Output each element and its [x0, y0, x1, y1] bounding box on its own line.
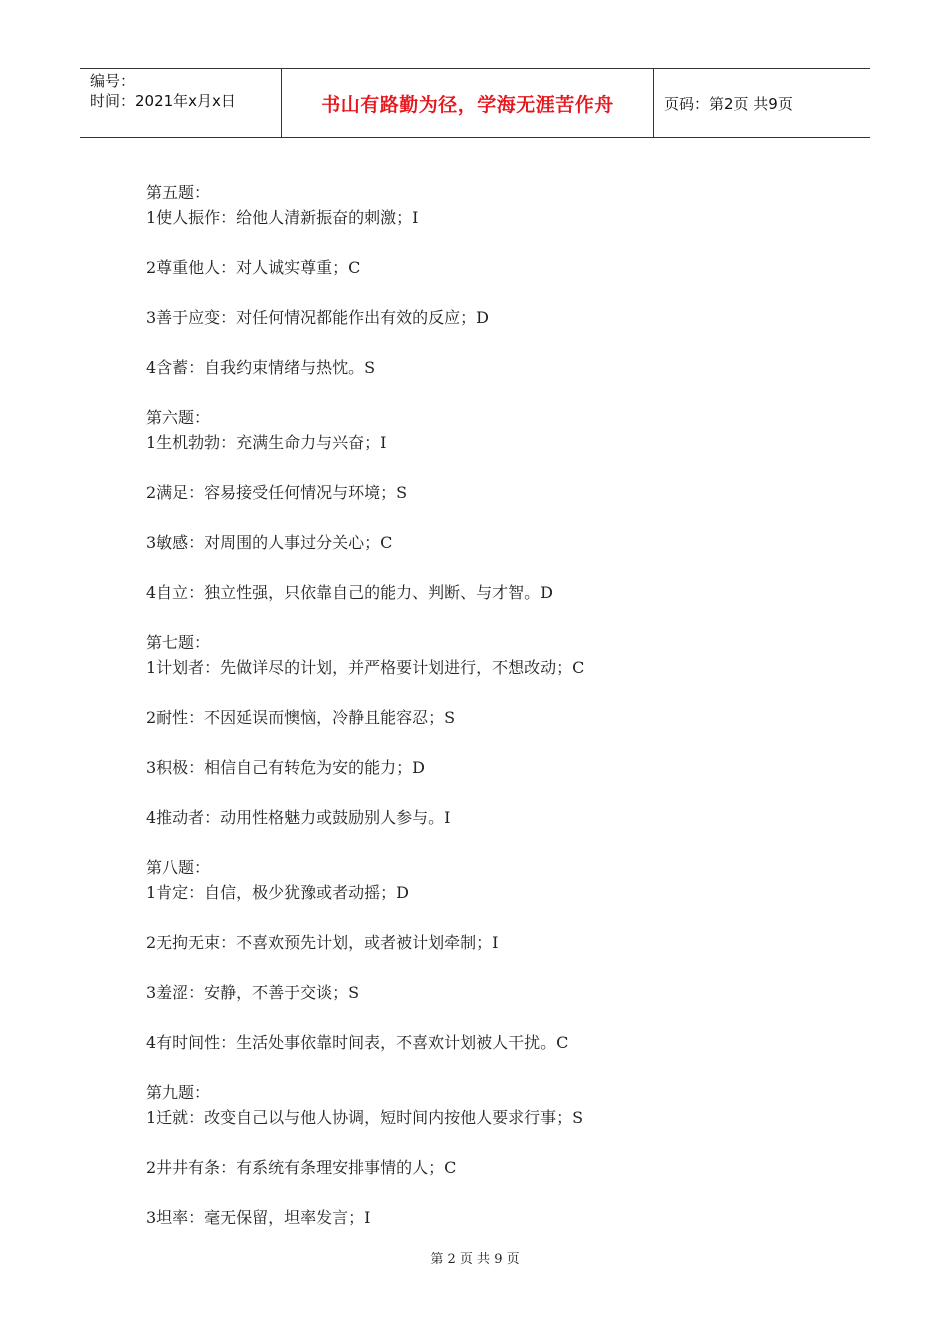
list-item: 3善于应变：对任何情况都能作出有效的反应；D	[146, 308, 490, 327]
section-title: 第九题：	[146, 1083, 211, 1102]
list-item: 2无拘无束：不喜欢预先计划，或者被计划牵制；I	[146, 933, 499, 952]
list-item: 4自立：独立性强，只依靠自己的能力、判断、与才智。D	[146, 583, 554, 602]
section-title: 第五题：	[146, 183, 211, 202]
list-item: 1计划者：先做详尽的计划，并严格要计划进行，不想改动；C	[146, 658, 585, 677]
header-number-label: 编号：	[90, 72, 136, 90]
header-page-info: 页码：第2页 共9页	[664, 94, 793, 113]
list-item: 1生机勃勃：充满生命力与兴奋；I	[146, 433, 387, 452]
list-item: 1肯定：自信，极少犹豫或者动摇；D	[146, 883, 410, 902]
section-5	[146, 180, 846, 405]
list-item: 4有时间性：生活处事依靠时间表，不喜欢计划被人干扰。C	[146, 1033, 569, 1052]
list-item: 3羞涩：安静，不善于交谈；S	[146, 983, 360, 1002]
list-item: 4推动者：动用性格魅力或鼓励别人参与。I	[146, 808, 451, 827]
list-item: 2满足：容易接受任何情况与环境；S	[146, 483, 408, 502]
list-item: 1迁就：改变自己以与他人协调，短时间内按他人要求行事；S	[146, 1108, 584, 1127]
header-motto: 书山有路勤为径，学海无涯苦作舟	[282, 69, 654, 137]
list-item: 2耐性：不因延误而懊恼，冷静且能容忍；S	[146, 708, 456, 727]
list-item: 2井井有条：有系统有条理安排事情的人；C	[146, 1158, 457, 1177]
list-item: 3积极：相信自己有转危为安的能力；D	[146, 758, 426, 777]
section-7	[146, 630, 846, 855]
list-item: 3坦率：毫无保留，坦率发言；I	[146, 1208, 371, 1227]
section-9	[146, 1080, 846, 1230]
page-footer: 第 2 页 共 9 页	[430, 1252, 520, 1267]
header-time-label: 时间：2021年x月x日	[90, 92, 236, 110]
list-item: 1使人振作：给他人清新振奋的刺激；I	[146, 208, 419, 227]
section-title: 第八题：	[146, 858, 211, 877]
section-6	[146, 405, 846, 630]
list-item: 2尊重他人：对人诚实尊重；C	[146, 258, 361, 277]
section-title: 第七题：	[146, 633, 211, 652]
document-body	[146, 180, 846, 1230]
section-8	[146, 855, 846, 1080]
header-meta	[80, 69, 282, 137]
section-title: 第六题：	[146, 408, 211, 427]
list-item: 3敏感：对周围的人事过分关心；C	[146, 533, 393, 552]
list-item: 4含蓄：自我约束情绪与热忱。S	[146, 358, 376, 377]
page-header	[80, 68, 870, 138]
